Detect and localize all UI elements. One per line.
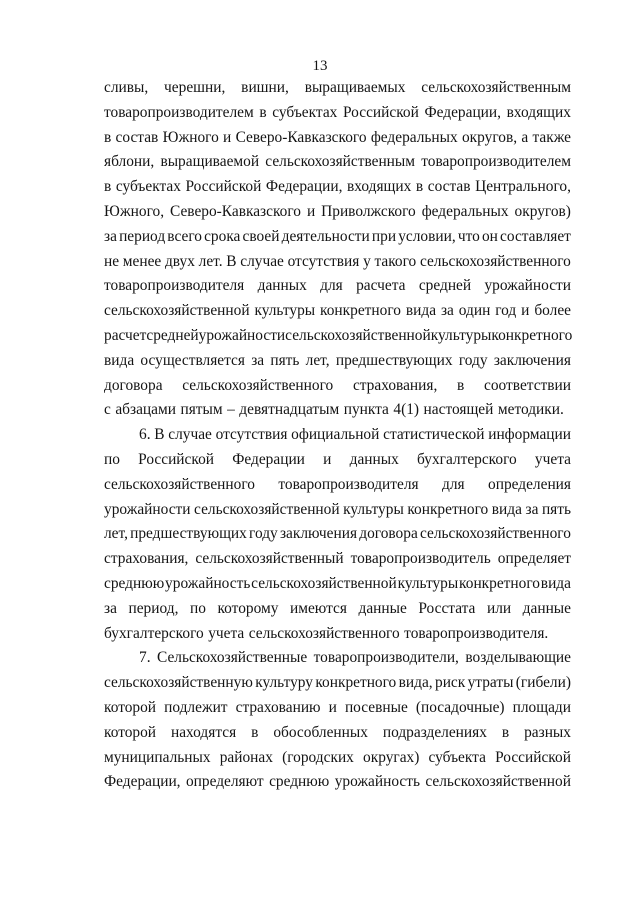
word: товаропроизводители, [313,649,459,667]
word: страхования, [352,376,438,394]
word: сельскохозяйственного [182,376,334,394]
word: менее [122,252,162,270]
word: за [525,500,539,518]
word: Российской [342,103,419,121]
word: и [223,128,232,146]
text-line [104,324,571,349]
word: заключения [493,351,571,369]
word: за [440,302,454,320]
word: год [495,302,517,320]
word: (гибели) [515,674,571,692]
word: районах [219,748,273,766]
word: пять [270,351,300,369]
word: с [104,401,111,419]
word: учета [534,450,571,468]
word: лет, [305,351,330,369]
word: а [521,128,529,146]
word: страхованию [235,698,321,716]
word: Российской [185,178,262,196]
word: не [104,252,120,270]
word: возделывающие [465,649,571,667]
word: также [532,128,571,146]
word: (посадочные) [415,698,505,716]
word: данных [257,277,307,295]
word: урожайности [484,277,571,295]
word: средней [418,277,472,295]
word: случае [168,426,212,444]
word: соответствии [484,376,571,394]
text-line [104,721,571,746]
word: и [306,202,316,220]
word: вида, [398,674,433,692]
word: у [363,252,371,270]
word: яблони, [104,153,155,171]
word: Сельскохозяйственные [156,649,308,667]
text-line [104,498,571,523]
word: округов, [461,128,518,146]
word: Центрального, [475,178,571,196]
text-line [104,299,571,324]
word: сельскохозяйственной [425,773,571,791]
word: – [227,401,235,419]
word: для [320,277,343,295]
word: конкретного [315,674,397,692]
word: товаропроизводителем [421,153,571,171]
word: культуры [343,500,404,518]
word: в [251,723,259,741]
word: пять [541,500,571,518]
text-line [104,696,571,721]
paragraph-first-line [104,646,571,671]
word: урожайность [165,574,251,592]
text-line [104,547,571,572]
word: сельскохозяйственного [248,624,400,642]
word: риск [435,674,466,692]
word: определения [488,475,571,493]
word: такого [374,252,417,270]
word: выращиваемой [160,153,260,171]
word: сельскохозяйственного [419,525,571,543]
word: вишни, [241,79,289,96]
word: осуществляется [140,351,245,369]
word: черешни, [164,79,226,96]
word: для [442,475,465,493]
word: за [104,599,117,617]
word: товаропроизводителя. [404,624,549,642]
word: Федерации, [424,103,502,121]
word: году [249,525,278,543]
word: культуры [397,574,459,592]
word: субъектах [115,178,181,196]
word: определяет [497,550,571,568]
word: культуры [430,326,492,344]
text-line [104,522,571,547]
word: Северо-Кавказского [235,128,367,146]
word: средней [146,326,199,344]
word: в [457,376,465,394]
word: договора [359,525,418,543]
text-line [104,398,571,423]
word: он [481,227,498,245]
word: конкретного [459,574,540,592]
word: утраты [467,674,514,692]
word: и [323,450,332,468]
word: которому [217,599,279,617]
word: расчет [104,326,147,344]
word: вида [540,574,571,592]
word: один [458,302,491,320]
word: обособленных [273,723,368,741]
word: что [457,227,480,245]
word: состав [115,128,159,146]
word: входящих [506,103,571,121]
text-line [104,175,571,200]
word: определяют [185,773,264,791]
word: пятым [180,401,223,419]
word: пункта [343,401,389,419]
word: предшествующих [130,525,247,543]
word: 4(1) [393,401,420,419]
word: подразделениях [382,723,487,741]
word: субъектах [272,103,338,121]
paragraph-first-line [104,423,571,448]
word: округов) [514,202,571,220]
text-line [104,572,571,597]
word: которой [104,698,157,716]
word: в [104,178,112,196]
word: товаропроизводитель [350,550,491,568]
word: по [189,599,206,617]
text-line [104,76,571,101]
text-line [104,770,571,795]
word: сельскохозяйственным [265,153,416,171]
word: (городских [282,748,354,766]
word: федеральных [370,128,458,146]
body-text [104,76,571,795]
word: Федерации, [265,178,343,196]
word: состав [427,178,471,196]
word: которой [104,723,157,741]
word: Российской [138,450,215,468]
word: Российской [495,748,571,766]
word: отсутствия [215,426,288,444]
word: 6. [139,426,151,444]
word: лет. [198,252,223,270]
text-line [104,150,571,175]
word: отсутствия [287,252,360,270]
word: статистической [383,426,485,444]
word: заключения [279,525,358,543]
word: товаропроизводителя [278,475,419,493]
word: расчета [356,277,406,295]
word: в [104,128,112,146]
word: двух [164,252,195,270]
word: Федерации, [104,773,181,791]
word: разных [524,723,571,741]
text-line [104,250,571,275]
word: Приволжского [321,202,416,220]
word: официальной [291,426,380,444]
text-line [104,225,571,250]
word: деятельности [281,227,370,245]
word: за [104,227,117,245]
word: культуры [254,302,316,320]
word: урожайности [104,500,191,518]
word: более [534,302,571,320]
word: в [501,723,510,741]
word: методики. [497,401,564,419]
word: федеральных [421,202,509,220]
word: субъекта [428,748,486,766]
word: входящих [347,178,412,196]
word: находятся [170,723,237,741]
word: данные [358,599,407,617]
word: своей [242,227,280,245]
text-line [104,126,571,151]
word: В [154,426,165,444]
word: настоящей [423,401,494,419]
word: товаропроизводителя [104,277,245,295]
word: условии, [398,227,456,245]
word: округах) [363,748,420,766]
word: и [521,302,530,320]
word: всего [167,227,202,245]
word: 7. [139,649,151,667]
word: период [119,227,166,245]
text-line [104,274,571,299]
word: по [104,450,120,468]
word: срока [204,227,241,245]
word: период, [128,599,179,617]
word: Северо-Кавказского [170,202,301,220]
word: муниципальных [104,748,211,766]
word: сельскохозяйственной [194,500,340,518]
word: бухгалтерского [104,624,204,642]
text-line [104,746,571,771]
word: сельскохозяйственного [104,475,255,493]
word: данных [349,450,399,468]
word: или [486,599,512,617]
word: вида [104,351,135,369]
word: сельскохозяйственной [251,574,397,592]
word: лет, [104,525,128,543]
word: девятнадцатым [239,401,340,419]
word: культуру [255,674,313,692]
word: подлежит [164,698,228,716]
word: сельскохозяйственную [104,674,253,692]
text-line [104,101,571,126]
text-line [104,448,571,473]
word: абзацами [115,401,176,419]
word: случае [240,252,284,270]
word: в [415,178,424,196]
word: среднюю [104,574,165,592]
text-line [104,597,571,622]
word: сельскохозяйственный [195,550,344,568]
word: страхования, [104,550,189,568]
word: информации [488,426,571,444]
text-line [104,374,571,399]
word: составляет [500,227,571,245]
word: сельскохозяйственным [421,79,571,96]
word: Росстата [418,599,476,617]
word: вида [491,500,522,518]
word: урожайности [198,326,286,344]
word: товаропроизводителем [104,103,254,121]
word: сельскохозяйственной [285,326,431,344]
word: в [259,103,267,121]
word: конкретного [407,500,489,518]
word: сельскохозяйственного [419,252,571,270]
text-line [104,200,571,225]
word: за [251,351,265,369]
word: В [226,252,237,270]
word: вида [405,302,437,320]
word: бухгалтерского [417,450,517,468]
word: при [371,227,397,245]
text-line [104,349,571,374]
word: данные [522,599,571,617]
text-line [104,473,571,498]
word: посевные [344,698,408,716]
word: имеются [290,599,347,617]
word: урожайность [334,773,420,791]
word: году [458,351,488,369]
word: выращиваемых [304,79,406,96]
word: среднюю [269,773,330,791]
word: Южного, [104,202,165,220]
word: Федерации [232,450,305,468]
word: сельскохозяйственной [104,302,250,320]
word: Южного [162,128,219,146]
word: сливы, [104,79,149,96]
word: учета [208,624,245,642]
word: договора [104,376,163,394]
word: предшествующих [335,351,453,369]
word: площади [512,698,571,716]
word: конкретного [491,326,573,344]
word: конкретного [320,302,401,320]
text-line [104,622,571,647]
text-line [104,671,571,696]
word: и [328,698,337,716]
page-number: 13 [312,58,328,74]
